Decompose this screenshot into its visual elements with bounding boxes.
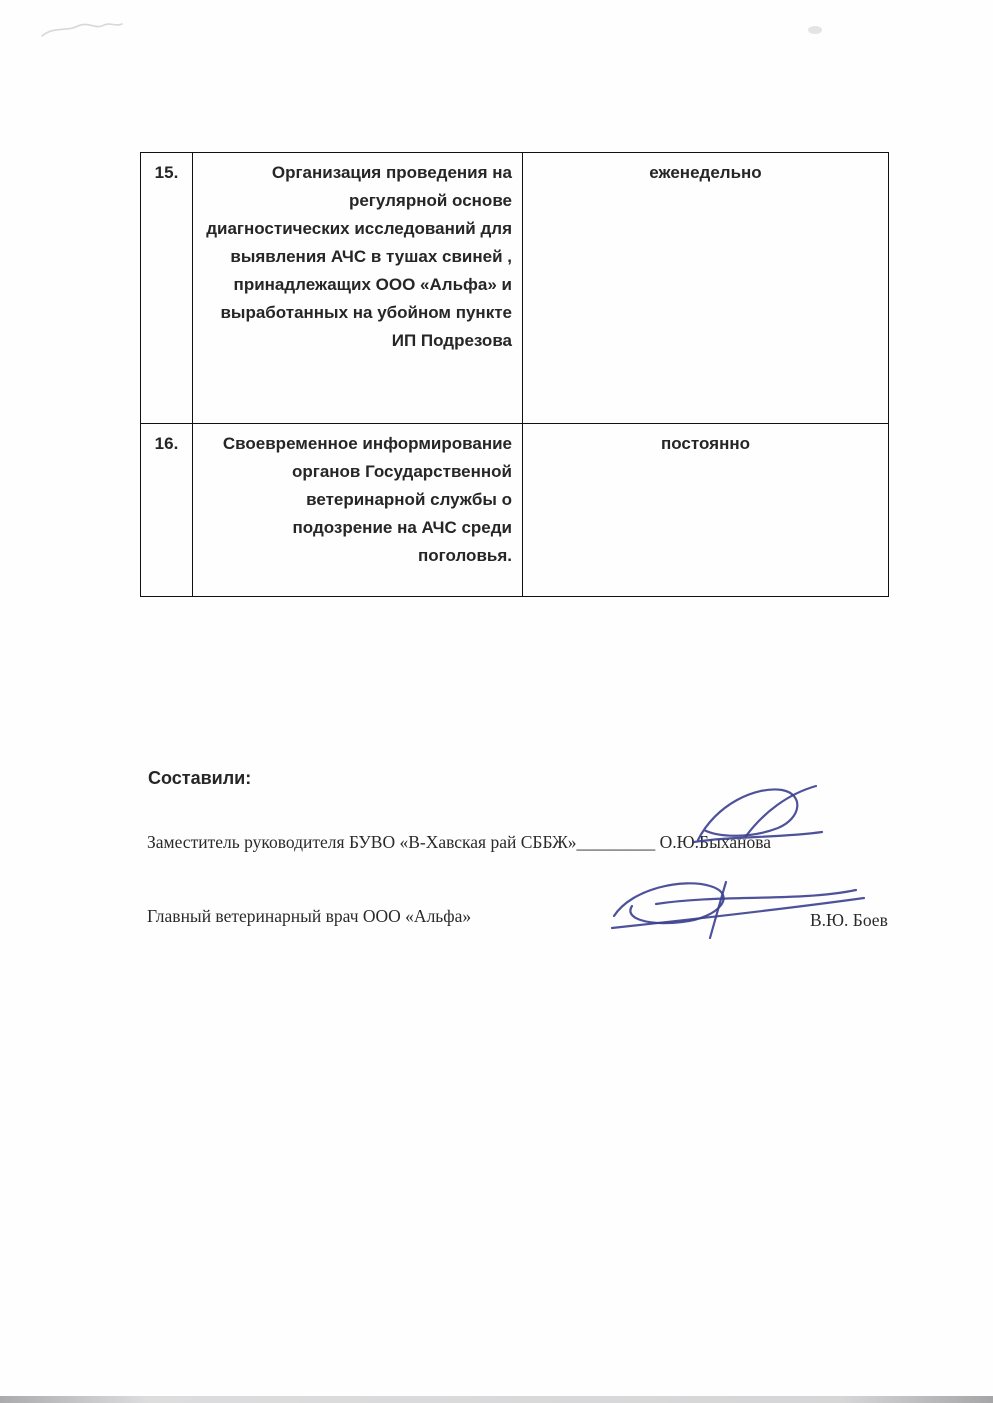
scan-smudge — [808, 26, 822, 34]
table-row — [141, 153, 889, 424]
scan-edge — [0, 1396, 993, 1403]
composed-by-label: Составили: — [148, 768, 252, 788]
row-task: Своевременное информирование органов Государственной ветеринарной службы о подозрение на АЧС среди поголовья. — [193, 424, 523, 597]
pen-scribble-mark — [38, 18, 128, 42]
row-task: Организация проведения на регулярной основе диагностических исследований для выявления АЧС в тушах свиней , принадлежащих ООО «Альфа» и выработанных на убойном пункте ИП Подрезова — [193, 153, 523, 424]
table-row — [141, 424, 889, 597]
signatory-line-1 — [147, 832, 771, 853]
signatory-1-title: Заместитель руководителя БУВО «В-Хавская рай СББЖ» — [147, 832, 577, 852]
row-number: 16. — [141, 424, 193, 597]
row-number: 15. — [141, 153, 193, 424]
signature-2-ink — [598, 872, 878, 948]
signature-1-ink — [688, 782, 828, 854]
measures-table — [140, 152, 889, 597]
row-frequency: постоянно — [523, 424, 889, 597]
row-frequency: еженедельно — [523, 153, 889, 424]
signatory-2-name: В.Ю. Боев — [810, 910, 888, 930]
signatory-1-underline: _________ — [576, 832, 656, 852]
signatory-1-name: О.Ю.Быханова — [659, 832, 772, 852]
signatory-2-title: Главный ветеринарный врач ООО «Альфа» — [147, 906, 472, 926]
